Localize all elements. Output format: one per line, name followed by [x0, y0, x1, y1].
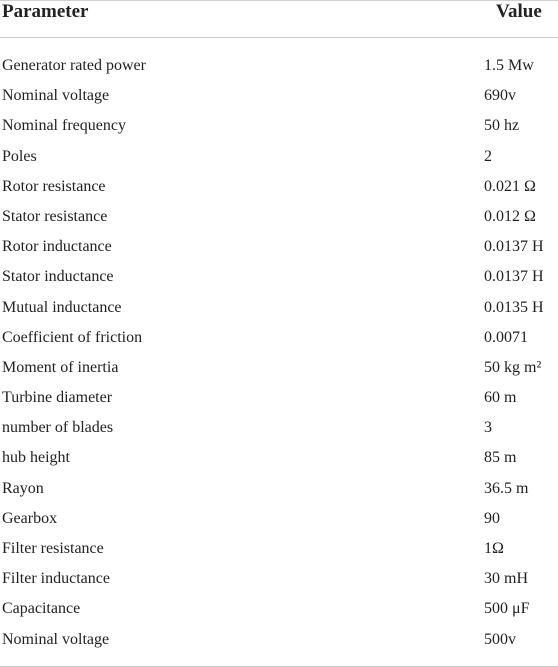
parameter-cell: Rayon — [2, 479, 44, 497]
table-row — [0, 111, 558, 141]
parameter-cell: Coefficient of friction — [2, 328, 143, 346]
parameter-cell: Nominal frequency — [2, 117, 126, 135]
table-row — [0, 564, 558, 594]
table-body — [0, 38, 558, 655]
value-cell: 3 — [484, 419, 492, 437]
parameter-cell: Rotor resistance — [2, 177, 106, 195]
parameter-cell: Stator resistance — [2, 207, 108, 225]
parameter-cell: Rotor inductance — [2, 238, 112, 256]
table-row — [0, 413, 558, 443]
parameter-cell: hub height — [2, 449, 70, 467]
table-row — [0, 625, 558, 655]
table-row — [0, 262, 558, 292]
parameter-cell: Filter resistance — [2, 540, 104, 557]
table-header — [0, 0, 558, 38]
parameter-cell: Turbine diameter — [2, 389, 113, 407]
value-cell: 90 — [484, 509, 500, 527]
table-row — [0, 383, 558, 413]
header-value: Value — [496, 1, 542, 22]
value-cell: 1Ω — [484, 540, 504, 557]
parameter-cell: Nominal voltage — [2, 87, 110, 105]
value-cell: 2 — [484, 147, 492, 165]
table-row — [0, 51, 558, 81]
value-cell: 0.012 Ω — [484, 207, 536, 225]
table-row — [0, 323, 558, 353]
parameter-cell: Nominal voltage — [2, 630, 110, 648]
value-cell: 60 m — [484, 389, 517, 407]
parameter-cell: Capacitance — [2, 600, 81, 618]
table-row — [0, 293, 558, 323]
table-row — [0, 353, 558, 383]
value-cell: 0.021 Ω — [484, 177, 536, 195]
table-row — [0, 474, 558, 504]
table-row — [0, 202, 558, 232]
parameter-cell: Moment of inertia — [2, 358, 119, 376]
value-cell: 0.0135 H — [484, 298, 544, 316]
table-row — [0, 443, 558, 473]
value-cell: 0.0071 — [484, 328, 528, 346]
table-row — [0, 594, 558, 624]
table-row — [0, 232, 558, 262]
value-cell: 500 μF — [484, 600, 530, 618]
value-cell: 50 hz — [484, 117, 520, 135]
parameter-cell: Poles — [2, 147, 37, 165]
parameter-cell: Stator inductance — [2, 268, 114, 286]
header-parameter: Parameter — [2, 1, 89, 22]
parameter-cell: Generator rated power — [2, 57, 146, 74]
table-row — [0, 172, 558, 202]
table-row — [0, 504, 558, 534]
value-cell: 0.0137 H — [484, 238, 544, 256]
value-cell: 36.5 m — [484, 479, 529, 497]
value-cell: 85 m — [484, 449, 517, 467]
parameter-cell: number of blades — [2, 419, 114, 437]
value-cell: 690v — [484, 87, 516, 105]
value-cell: 30 mH — [484, 570, 528, 588]
value-cell: 0.0137 H — [484, 268, 544, 286]
table-row — [0, 81, 558, 111]
parameter-cell: Mutual inductance — [2, 298, 122, 316]
table-row — [0, 142, 558, 172]
parameter-cell: Filter inductance — [2, 570, 110, 588]
value-cell: 1.5 Mw — [484, 57, 534, 74]
table-row — [0, 534, 558, 564]
parameter-cell: Gearbox — [2, 509, 58, 527]
value-cell: 500v — [484, 630, 516, 648]
value-cell: 50 kg m² — [484, 358, 542, 376]
